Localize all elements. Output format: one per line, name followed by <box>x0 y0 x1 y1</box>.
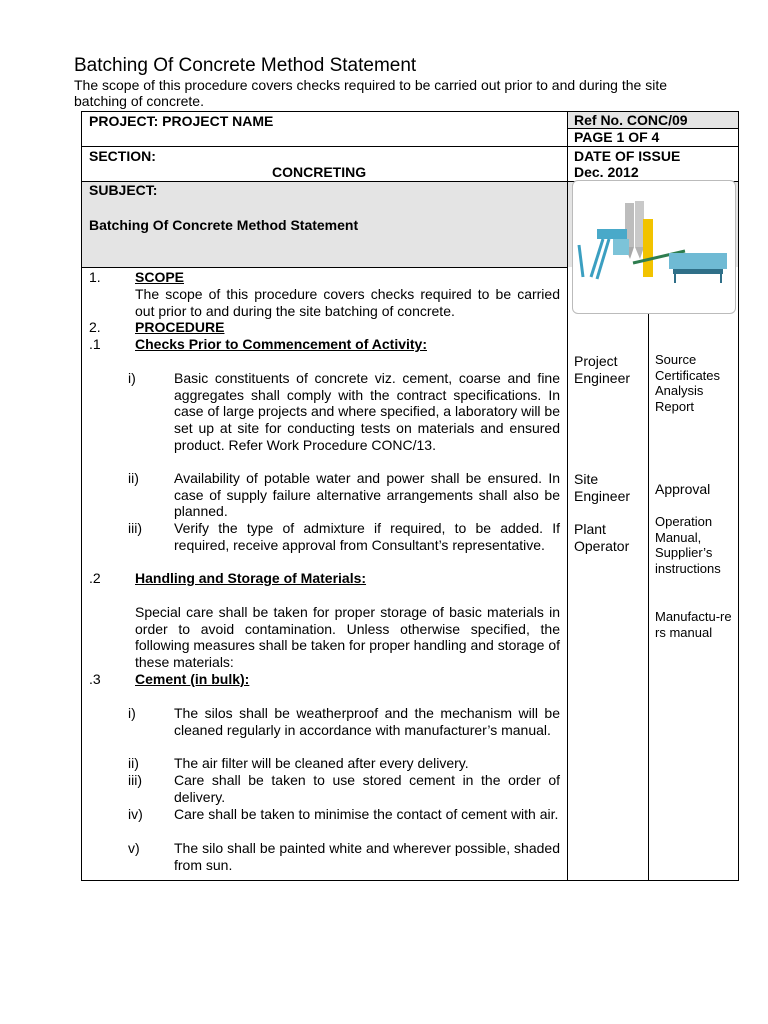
date-label: DATE OF ISSUE <box>574 148 681 164</box>
responsibility-site-engineer: Site Engineer <box>574 471 631 504</box>
list-item-number: v) <box>128 840 140 856</box>
list-item-text: The air filter will be cleaned after every delivery. <box>174 755 469 771</box>
list-item-text: The silos shall be weatherproof and the mechanism will be cleaned regularly in accordance with manufacturer’s manual. <box>174 705 560 738</box>
divider <box>81 146 739 147</box>
scope-heading: SCOPE <box>135 269 185 285</box>
list-item-text: Care shall be taken to use stored cement in the order of delivery. <box>174 772 560 805</box>
ref-number: Ref No. CONC/09 <box>574 112 688 128</box>
section-2-heading: Handling and Storage of Materials: <box>135 570 367 586</box>
list-item-text: Care shall be taken to minimise the contact of cement with air. <box>174 806 559 822</box>
document-intro: The scope of this procedure covers checks required to be carried out prior to and during the site batching of concrete. <box>74 77 667 109</box>
procedure-heading: PROCEDURE <box>135 319 225 335</box>
reference-manufacturers-manual: Manufactu-rers manual <box>655 609 732 640</box>
section-2-number: .2 <box>89 570 101 586</box>
section-2-text: Special care shall be taken for proper storage of basic materials in order to avoid contamination. Unless otherwise specified, the following measures shall be taken for proper handling and storage of these materials: <box>135 604 560 671</box>
project-label: PROJECT: PROJECT NAME <box>89 113 274 129</box>
list-item-number: iv) <box>128 806 143 822</box>
list-item-text: The silo shall be painted white and wherever possible, shaded from sun. <box>174 840 560 873</box>
list-item-text: Availability of potable water and power shall be ensured. In case of supply failure alternative arrangements shall also be planned. <box>174 470 560 520</box>
list-item-text: Verify the type of admixture if required, to be added. If required, receive approval from Consultant’s representative. <box>174 520 560 553</box>
batching-plant-image <box>572 180 736 314</box>
section-3-heading: Cement (in bulk): <box>135 671 250 687</box>
page-number: PAGE 1 OF 4 <box>574 129 660 145</box>
responsibility-plant-operator: Plant Operator <box>574 521 630 554</box>
list-item-text: Basic constituents of concrete viz. cement, coarse and fine aggregates shall comply with the contract specifications. In case of large projects and where specified, a laboratory will be set up at site for conducting tests on materials and ensured product. Refer Work Procedure CONC/13. <box>174 370 560 453</box>
section-label: SECTION: <box>89 148 156 164</box>
divider <box>81 267 568 268</box>
list-item-number: ii) <box>128 755 139 771</box>
reference-approval: Approval <box>655 481 711 497</box>
section-3-number: .3 <box>89 671 101 687</box>
reference-source-certificates: Source Certificates Analysis Report <box>655 352 721 414</box>
list-item-number: iii) <box>128 520 142 536</box>
section-value: CONCRETING <box>272 164 367 180</box>
list-item-number: ii) <box>128 470 139 486</box>
divider <box>567 111 568 881</box>
batching-plant-illustration <box>573 181 735 313</box>
procedure-number: 2. <box>89 319 101 335</box>
list-item-number: iii) <box>128 772 142 788</box>
scope-text: The scope of this procedure covers checks required to be carried out prior to and during the site batching of concrete. <box>135 286 560 319</box>
responsibility-project-engineer: Project Engineer <box>574 353 631 386</box>
list-item-number: i) <box>128 705 136 721</box>
list-item-number: i) <box>128 370 136 386</box>
subject-value: Batching Of Concrete Method Statement <box>89 217 359 233</box>
date-value: Dec. 2012 <box>574 164 639 180</box>
subject-label: SUBJECT: <box>89 182 158 198</box>
section-1-number: .1 <box>89 336 101 352</box>
document-title: Batching Of Concrete Method Statement <box>74 55 417 76</box>
divider <box>648 312 649 881</box>
reference-operation-manual: Operation Manual, Supplier’s instructions <box>655 514 721 576</box>
section-1-heading: Checks Prior to Commencement of Activity: <box>135 336 427 352</box>
scope-number: 1. <box>89 269 101 285</box>
